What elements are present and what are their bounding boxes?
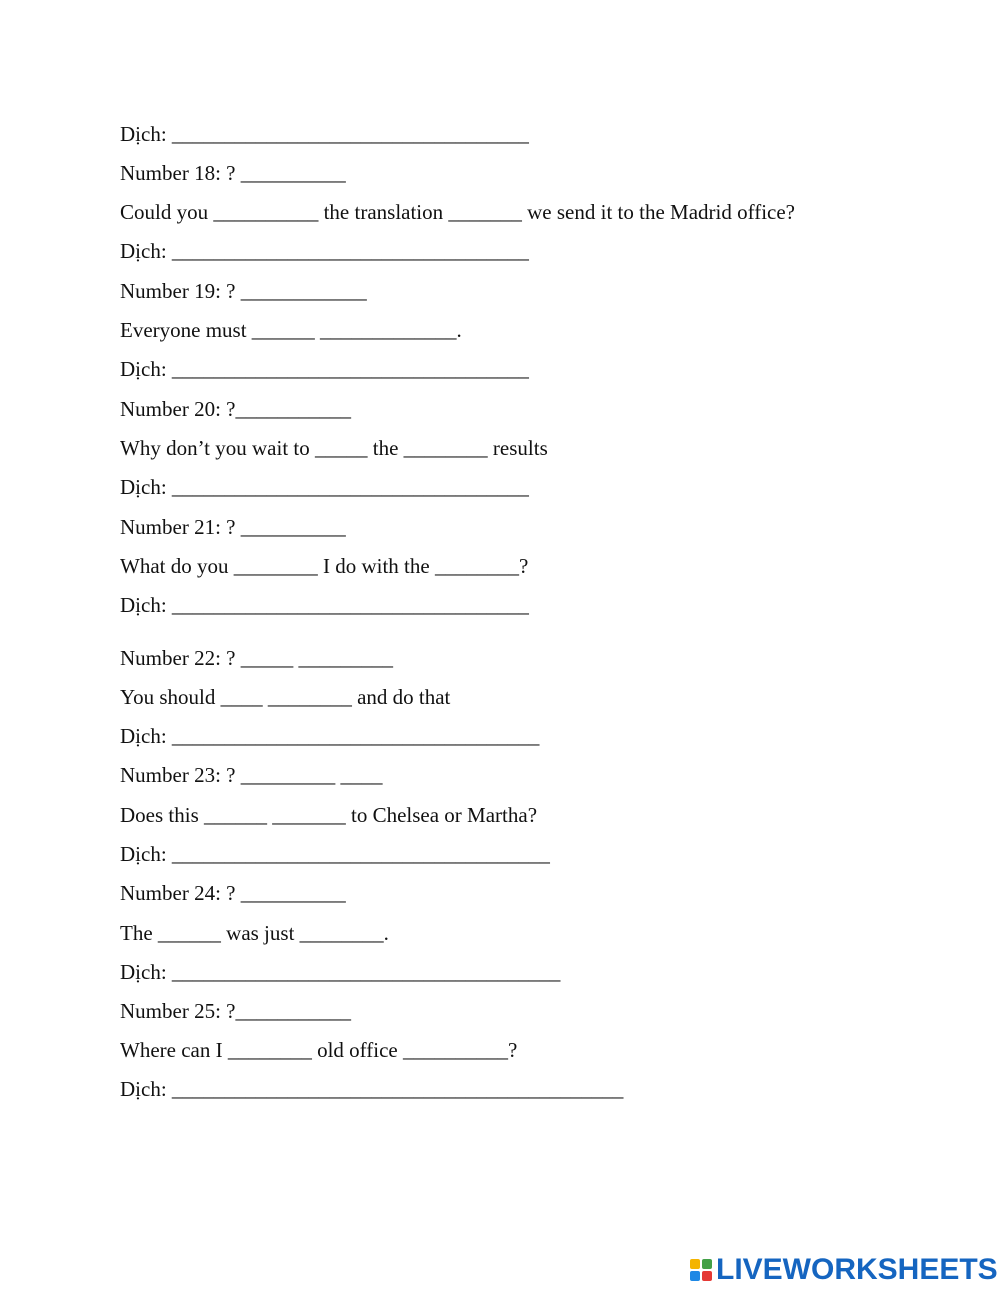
translation-line: Dịch: __________________________________	[120, 593, 529, 617]
question-number-25: Number 25: ?___________	[120, 999, 351, 1023]
question-number-19: Number 19: ? ____________	[120, 279, 367, 303]
sentence-line: Could you __________ the translation _______ we send it to the Madrid office?	[120, 200, 796, 224]
logo-mark-square	[702, 1259, 712, 1269]
translation-line: Dịch: _____________________________________	[120, 960, 561, 984]
sentence-line: Why don’t you wait to _____ the ________ results	[120, 436, 548, 460]
translation-line: Dịch: __________________________________	[120, 357, 529, 381]
question-number-21: Number 21: ? __________	[120, 515, 346, 539]
question-number-22: Number 22: ? _____ _________	[120, 646, 393, 670]
question-number-23: Number 23: ? _________ ____	[120, 763, 383, 787]
logo-mark-icon	[690, 1259, 712, 1281]
translation-line: Dịch: __________________________________	[120, 122, 529, 146]
logo-text: LIVEWORKSHEETS	[716, 1253, 998, 1286]
sentence-line: Everyone must ______ _____________.	[120, 318, 462, 342]
logo-mark-square	[702, 1271, 712, 1281]
sentence-line: What do you ________ I do with the ________?	[120, 554, 529, 578]
liveworksheets-logo	[690, 1252, 998, 1288]
sentence-line: You should ____ ________ and do that	[120, 685, 451, 709]
question-number-24: Number 24: ? __________	[120, 881, 346, 905]
translation-line: Dịch: __________________________________	[120, 475, 529, 499]
logo-mark-square	[690, 1259, 700, 1269]
sentence-line: Does this ______ _______ to Chelsea or Martha?	[120, 803, 538, 827]
translation-line: Dịch: ____________________________________	[120, 842, 550, 866]
translation-line: Dịch: __________________________________	[120, 239, 529, 263]
sentence-line: The ______ was just ________.	[120, 921, 389, 945]
sentence-line: Where can I ________ old office __________?	[120, 1038, 518, 1062]
question-number-20: Number 20: ?___________	[120, 397, 351, 421]
translation-line: Dịch: ___________________________________________	[120, 1077, 624, 1101]
question-number-18: Number 18: ? __________	[120, 161, 346, 185]
logo-mark-square	[690, 1271, 700, 1281]
translation-line: Dịch: ___________________________________	[120, 724, 540, 748]
